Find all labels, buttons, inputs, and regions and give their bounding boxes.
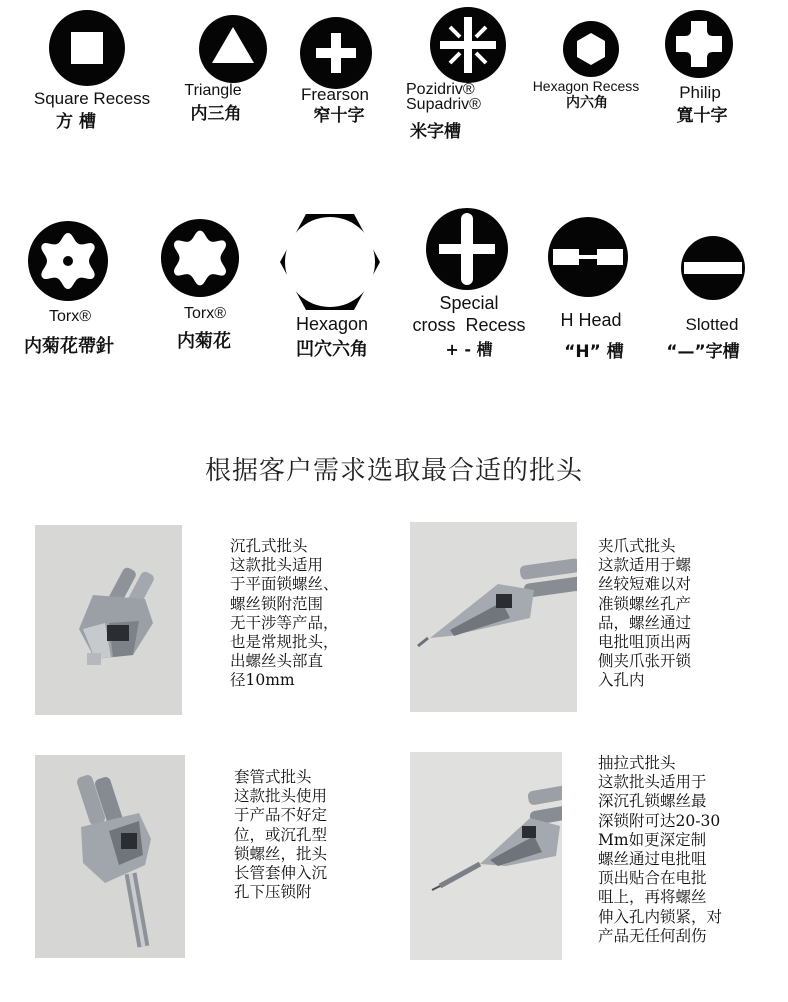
countersink-bit-desc: 沉孔式批头 这款批头适用 于平面锁螺丝、 螺丝锁附范围 无干涉等产品， 也是常规批头， 出螺丝头部直 径10mm [230, 537, 339, 690]
slotted-label: Slotted [685, 315, 739, 334]
torx-label: Torx® [183, 305, 226, 322]
triangle-icon [198, 14, 268, 84]
frearson-label: Frearson [300, 85, 370, 104]
pozidriv-icon [428, 5, 508, 85]
special-cross-cn: + - 槽 [445, 340, 493, 359]
hexagon-recess-icon [562, 20, 620, 78]
pozidriv-label: Pozidriv® Supadriv® [406, 81, 481, 113]
torx-pin-cn: 内菊花帶針 [24, 336, 114, 357]
hexagon-recess-label: Hexagon Recess [532, 78, 640, 94]
pull-bit-desc: 抽拉式批头 这款批头适用于 深沉孔锁螺丝最 深锁附可达20-30 Mm如更深定制 螺丝通过电批咀 顶出贴合在电批 咀上，再将螺丝 伸入孔内锁紧，对 产品无任何刮伤 [598, 754, 723, 945]
h-head-cn: “H” 槽 [564, 342, 624, 362]
h-head-label: H Head [560, 310, 622, 330]
square-recess-icon [47, 8, 127, 88]
hexagon-label: Hexagon [295, 314, 369, 334]
h-head-icon [547, 216, 629, 298]
torx-cn: 内菊花 [177, 331, 231, 352]
hexagon-icon [278, 212, 382, 312]
sleeve-bit-photo [35, 755, 185, 958]
philip-cn: 寬十字 [676, 106, 728, 126]
torx-pin-label: Torx® [48, 308, 91, 325]
hexagon-recess-cn: 内六角 [566, 95, 608, 111]
philip-label: Philip [679, 83, 721, 102]
special-cross-icon [425, 207, 509, 291]
pozidriv-cn: 米字槽 [410, 122, 461, 142]
triangle-label: Triangle [184, 82, 242, 99]
pull-bit-photo [410, 752, 562, 960]
frearson-icon [298, 15, 374, 91]
countersink-bit-photo [35, 525, 182, 715]
square-recess-label: Square Recess [33, 89, 151, 108]
frearson-cn: 窄十字 [313, 106, 365, 126]
sleeve-bit-desc: 套管式批头 这款批头使用 于产品不好定 位，或沉孔型 锁螺丝，批头 长管套伸入沉 孔下压锁附 [234, 768, 328, 902]
hexagon-cn: 凹穴六角 [296, 339, 368, 360]
torx-icon [160, 218, 240, 298]
square-recess-cn: 方 槽 [56, 112, 96, 132]
triangle-cn: 内三角 [190, 104, 242, 124]
slotted-cn: “—”字槽 [666, 342, 740, 362]
philip-icon [664, 9, 734, 79]
torx-pin-icon [27, 220, 109, 302]
clamp-bit-desc: 夹爪式批头 这款适用于螺 丝较短难以对 准锁螺丝孔产 品，螺丝通过 电批咀顶出两 侧夹爪张开锁 入孔内 [598, 537, 692, 690]
clamp-bit-photo [410, 522, 577, 712]
special-cross-label: Special cross Recess [412, 293, 526, 335]
slotted-icon [680, 235, 746, 301]
section-heading: 根据客户需求选取最合适的批头 [204, 456, 583, 486]
